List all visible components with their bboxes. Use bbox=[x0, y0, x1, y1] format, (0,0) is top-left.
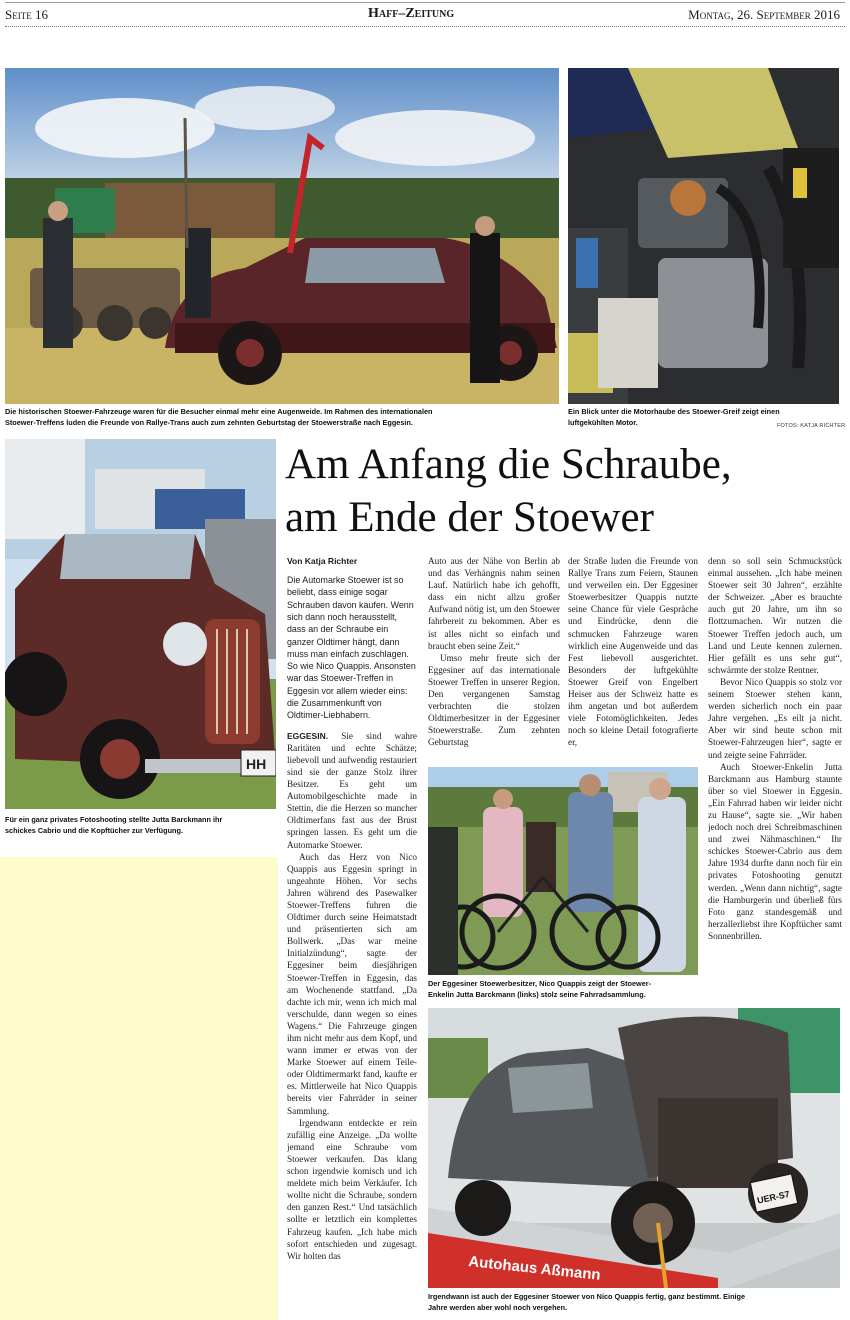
yellow-margin-block bbox=[0, 857, 278, 1320]
issue-date: Montag, 26. September 2016 bbox=[688, 7, 840, 22]
article-lead: Die Automarke Stoewer ist so beliebt, dass einige sogar Schrauben davon kaufen. Wenn sich dann noch herausstellt, dass an der Schraube ein ganzer Oldtimer hängt, dann muss man einfach zuschlagen. So wie Nico Quappis. Ansonsten war das Stoewer-Treffen in Eggesin vor allem wieder eins: die Zusammenkunft von Oldtimer-Liebhabern. bbox=[287, 575, 416, 721]
byline: Von Katja Richter bbox=[287, 556, 358, 566]
col1-paragraph-3: Irgendwann entdeckte er rein zufällig eine Anzeige. „Da wollte jemand eine Schraube vom Stoewer verkaufen. Das klang schon irgendwie komisch und ich meldete mich beim Verkäufer. Ich wollte nicht die Schraube, sondern den ganzen Rest.“ Und tatsächlich sollte er letztlich ein komplettes Fahrzeug kaufen. „Ich habe mich sofort entschieden und zugesagt. Wir holten das bbox=[287, 1117, 417, 1261]
cabrio-plate: HH bbox=[246, 756, 267, 772]
bikes-caption-line2: Enkelin Jutta Barckmann (links) stolz seine Fahrradsammlung. bbox=[428, 990, 646, 999]
trailer-caption-line1: Irgendwann ist auch der Eggesiner Stoewer von Nico Quappis fertig, ganz bestimmt. Einige bbox=[428, 1292, 746, 1301]
engine-photo bbox=[568, 68, 839, 404]
trailer-car-plate: UER-S7 bbox=[756, 1188, 791, 1206]
col1-paragraph-2: Auch das Herz von Nico Quappis aus Eggesin springt in ungeahnte Höhen. Vor sechs Jahren während des Pasewalker Stoewer-Treffens fuhren die Oldtimer durch seine Heimatstadt und präsentierten sich am Bollwerk. „Das war meine Initialzündung“, sagte der Eggesiner beim diesjährigen Stoewer-Treffen in Eggesin, das am Wochenende stattfand. „Da dachte ich mir, wenn ich mich mal verschulde, dann wegen so eines Wagens.“ Die Fahrzeuge gingen ihm nicht mehr aus dem Kopf, und wann immer er etwas von der Marke Stoewer auf einem Teile- oder Oldtimermarkt fand, kaufte er es. Mittlerweile hat Nico Quappis bereits vier Fahrräder in seiner Sammlung. bbox=[287, 851, 417, 1116]
page-number: Seite 16 bbox=[5, 7, 48, 22]
article-headline bbox=[285, 438, 732, 544]
article-column-3 bbox=[568, 555, 698, 760]
bikes-caption bbox=[428, 978, 708, 1000]
rally-caption-line2: Stoewer-Treffens luden die Freunde von Rallye-Trans auch zum zehnten Geburtstag der Stoewerstraße nach Eggesin. bbox=[5, 418, 413, 427]
article-column-4 bbox=[708, 555, 842, 1005]
headline-line2: am Ende der Stoewer bbox=[285, 494, 654, 541]
engine-caption-line2: luftgekühlten Motor. bbox=[568, 418, 638, 427]
bikes-photo bbox=[428, 767, 698, 975]
col3-paragraph-1: der Straße luden die Freunde von Rallye Trans zum Feiern, Staunen und verweilen ein. Der Eggesiner Stoewerbesitzer Quappis nutzte seine Chance für viele Gespräche und Eindrücke, denn die schmucken Fahrzeuge waren wirklich eine Augenweide und das Fest liebevoll ausgerichtet. Besonders der luftgekühlte Stoewer Greif von Engelbert Heiser aus der Schweiz hatte es ihm angetan und bot außerdem viele Fotomöglichkeiten. Jedes noch so kleine Detail fotografierte er, bbox=[568, 556, 698, 748]
cabrio-caption bbox=[5, 814, 285, 836]
rally-photo bbox=[5, 68, 559, 404]
col4-paragraph-2: Bevor Nico Quappis so stolz vor seinem Stoewer stehen kann, werden sicherlich noch ein paar Jahre vergehen. „Es eilt ja nicht. Aber wir sind heute schon mit Stoewer-Fahrzeugen hier“, sagte er und zeigte seine Fahrräder. bbox=[708, 676, 842, 760]
engine-caption-line1: Ein Blick unter die Motorhaube des Stoewer-Greif zeigt einen bbox=[568, 407, 780, 416]
trailer-caption bbox=[428, 1291, 848, 1313]
cabrio-caption-line2: schickes Cabrio und die Kopftücher zur Verfügung. bbox=[5, 826, 183, 835]
top-rule bbox=[5, 2, 845, 3]
col4-paragraph-1: denn so soll sein Schmuckstück einmal aussehen. „Ich habe meinen Stoewer seit 30 Jahren“, erzählte der Schweizer. „Aber es brauchte auch gut 20 Jahre, um ihn so flottzumachen. Wir nutzen die Stoewer Treffen jedoch auch, um Land und Leute kennen zulernen. Hier gefällt es uns sehr gut“, schwärmte der stolze Rentner. bbox=[708, 556, 842, 675]
cabrio-photo bbox=[5, 439, 276, 809]
photo-credit: FOTOS: KATJA RICHTER bbox=[777, 423, 846, 429]
trailer-photo bbox=[428, 1008, 840, 1288]
trailer-caption-line2: Jahre werden aber wohl noch vergehen. bbox=[428, 1303, 568, 1312]
article-column-2 bbox=[428, 555, 560, 760]
article-column-1 bbox=[287, 555, 417, 1315]
newspaper-name: Haff–Zeitung bbox=[368, 6, 455, 21]
dateline: EGGESIN. bbox=[287, 730, 329, 741]
rally-caption bbox=[5, 406, 565, 428]
col1-paragraph-1: Sie sind wahre Raritäten und echte Schätze; liebevoll und aufwendig restauriert sind sie der ganze Stolz ihrer Besitzer. Es geht um Automobilgeschichte made in Stettin, die die Herzen so mancher Oldtimerfans fast aus der Brust springen lassen. Es geht um die Automarke Stoewer. bbox=[287, 730, 417, 850]
cabrio-caption-line1: Für ein ganz privates Fotoshooting stellte Jutta Barckmann ihr bbox=[5, 815, 223, 824]
col2-paragraph-1: Auto aus der Nähe von Berlin ab und das Verhängnis nahm seinen Lauf. Natürlich habe ich gehofft, dass ein nicht allzu großer Aufwand nötig ist, um den Stoewer fahrbereit zu bekommen. Aber es ist alles nicht so einfach und braucht eben seine Zeit.“ bbox=[428, 556, 560, 651]
col2-paragraph-2: Umso mehr freute sich der Eggesiner auf das internationale Stoewer Treffen in unserer Region. Den vergangenen Samstag verbrachten die stolzen Oldtimerbesitzer in der Eggesiner Stoewerstraße. Zum zehnten Geburtstag bbox=[428, 652, 560, 748]
bikes-caption-line1: Der Eggesiner Stoewerbesitzer, Nico Quappis zeigt der Stoewer- bbox=[428, 979, 652, 988]
col4-paragraph-3: Auch Stoewer-Enkelin Jutta Barckmann aus Hamburg staunte über so viel Stoewer in Eggesin. „Ein Fahrrad haben wir leider nicht zu Hause“, sagte sie. „Wir haben jedoch noch drei Schreibmaschinen und zwei Nähmaschinen.“ Ihr schickes Stoewer-Cabrio aus dem Jahre 1934 durfte dann noch für ein privates Fotoshooting genutzt werden. „Wenn dann nichtig“, sagte die Hamburgerin und überließ fürs Foto ganz standesgemäß und herzallerliebst ihre Kopftücher samt Sonnenbrillen. bbox=[708, 761, 842, 941]
headline-line1: Am Anfang die Schraube, bbox=[285, 441, 732, 488]
rally-caption-line1: Die historischen Stoewer-Fahrzeuge waren für die Besucher einmal mehr eine Augenweide. Im Rahmen des internationalen bbox=[5, 407, 433, 416]
trailer-lettering: Autohaus Aßmann bbox=[467, 1253, 602, 1284]
header-rule bbox=[5, 26, 845, 27]
